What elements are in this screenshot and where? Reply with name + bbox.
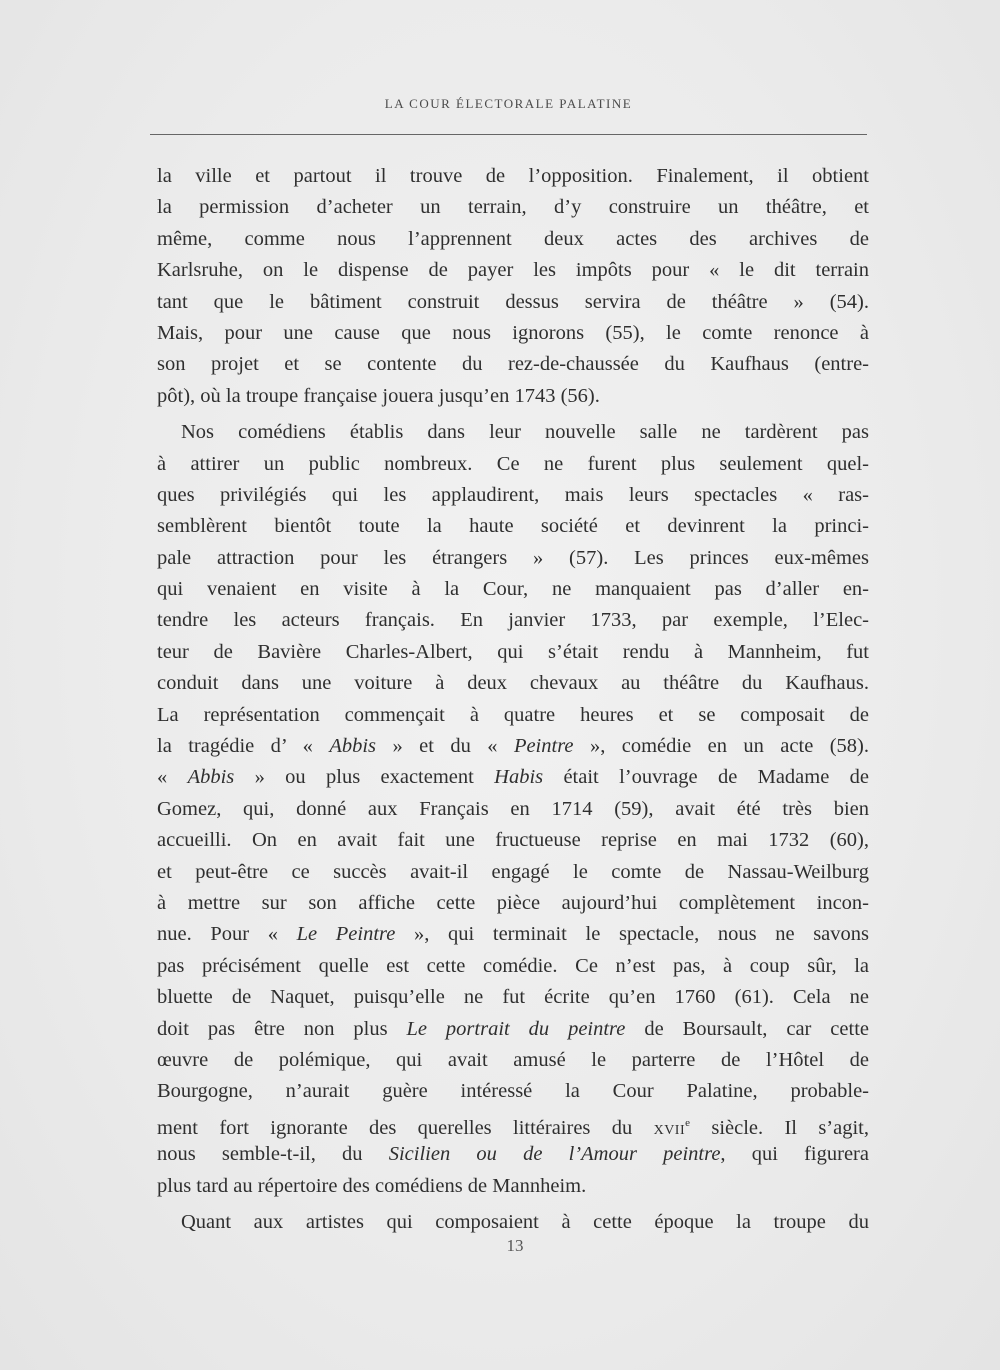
text-line: nue. Pour « Le Peintre », qui terminait le spectacle, nous ne savons (157, 923, 870, 946)
text-line: pas précisément quelle est cette comédie. Ce n’est pas, à coup sûr, la (157, 954, 869, 977)
text-line: Nos comédiens établis dans leur nouvelle salle ne tardèrent pas (181, 421, 869, 444)
running-head: LA COUR ÉLECTORALE PALATINE (384, 96, 633, 111)
text-line: la ville et partout il trouve de l’opposition. Finalement, il obtient (157, 165, 869, 187)
text-line: plus tard au répertoire des comédiens de Mannheim. (157, 1174, 587, 1197)
title-portrait-du-peintre: Le portrait du peintre (406, 1017, 626, 1040)
text-line: semblèrent bientôt toute la haute société et devinrent la princi- (157, 515, 869, 538)
text-line: conduit dans une voiture à deux chevaux au théâtre du Kaufhaus. (157, 672, 869, 695)
text-line: teur de Bavière Charles-Albert, qui s’était rendu à Mannheim, fut (157, 640, 869, 663)
text-line: ques privilégiés qui les applaudirent, mais leurs spectacles « ras- (157, 483, 869, 506)
text-line: pale attraction pour les étrangers » (57). Les princes eux-mêmes (157, 546, 869, 569)
text-line: son projet et se contente du rez-de-chaussée du Kaufhaus (entre- (157, 353, 869, 376)
text-line: Bourgogne, n’aurait guère intéressé la Cour Palatine, probable- (157, 1080, 869, 1103)
title-abbis: Abbis (187, 766, 235, 789)
title-abbis: Abbis (329, 735, 377, 758)
title-habis: Habis (494, 766, 544, 789)
title-peintre: Peintre (513, 735, 574, 758)
century-numeral: XVII (653, 1122, 686, 1138)
text-line: ment fort ignorante des querelles littéraires du XVIIe siècle. Il s’agit, (157, 1116, 870, 1139)
text-line: œuvre de polémique, qui avait amusé le parterre de l’Hôtel de (157, 1048, 869, 1071)
page-number: 13 (506, 1236, 524, 1255)
text-line: Mais, pour une cause que nous ignorons (55), le comte renonce à (157, 321, 869, 344)
text-line: à mettre sur son affiche cette pièce aujourd’hui complètement incon- (157, 891, 869, 914)
header-rule (150, 134, 867, 135)
text-line: doit pas être non plus Le portrait du peintre de Boursault, car cette (157, 1017, 869, 1040)
text-line: Quant aux artistes qui composaient à cette époque la troupe du (181, 1210, 869, 1233)
text-line: « Abbis » ou plus exactement Habis était l’ouvrage de Madame de (157, 766, 870, 789)
text-line: Gomez, qui, donné aux Français en 1714 (59), avait été très bien (157, 797, 869, 820)
text-line: à attirer un public nombreux. Ce ne furent plus seulement quel- (157, 452, 869, 475)
text-line: la tragédie d’ « Abbis » et du « Peintre », comédie en un acte (58). (157, 735, 869, 758)
text-line: la permission d’acheter un terrain, d’y construire un théâtre, et (157, 196, 869, 219)
body-text (157, 161, 869, 1238)
text-line: La représentation commençait à quatre heures et se composait de (157, 703, 869, 726)
text-line: accueilli. On en avait fait une fructueuse reprise en mai 1732 (60), (157, 829, 869, 852)
text-line: nous semble-t-il, du Sicilien ou de l’Amour peintre, qui figurera (157, 1143, 869, 1166)
text-line: tant que le bâtiment construit dessus servira de théâtre » (54). (157, 290, 869, 313)
title-sicilien: Sicilien ou de l’Amour peintre (388, 1143, 721, 1166)
text-line: bluette de Naquet, puisqu’elle ne fut écrite qu’en 1760 (61). Cela ne (157, 986, 869, 1009)
text-line: et peut-être ce succès avait-il engagé le comte de Nassau-Weilburg (157, 860, 869, 883)
text-line: pôt), où la troupe française jouera jusqu’en 1743 (56). (157, 384, 600, 407)
superscript-e: e (685, 1116, 691, 1129)
text-line: tendre les acteurs français. En janvier 1733, par exemple, l’Elec- (157, 609, 869, 632)
text-line: Karlsruhe, on le dispense de payer les impôts pour « le dit terrain (157, 259, 869, 282)
text-line: même, comme nous l’apprennent deux actes des archives de (157, 227, 869, 250)
text-line: qui venaient en visite à la Cour, ne manquaient pas d’aller en- (157, 578, 869, 601)
title-le-peintre: Le Peintre (296, 923, 396, 946)
